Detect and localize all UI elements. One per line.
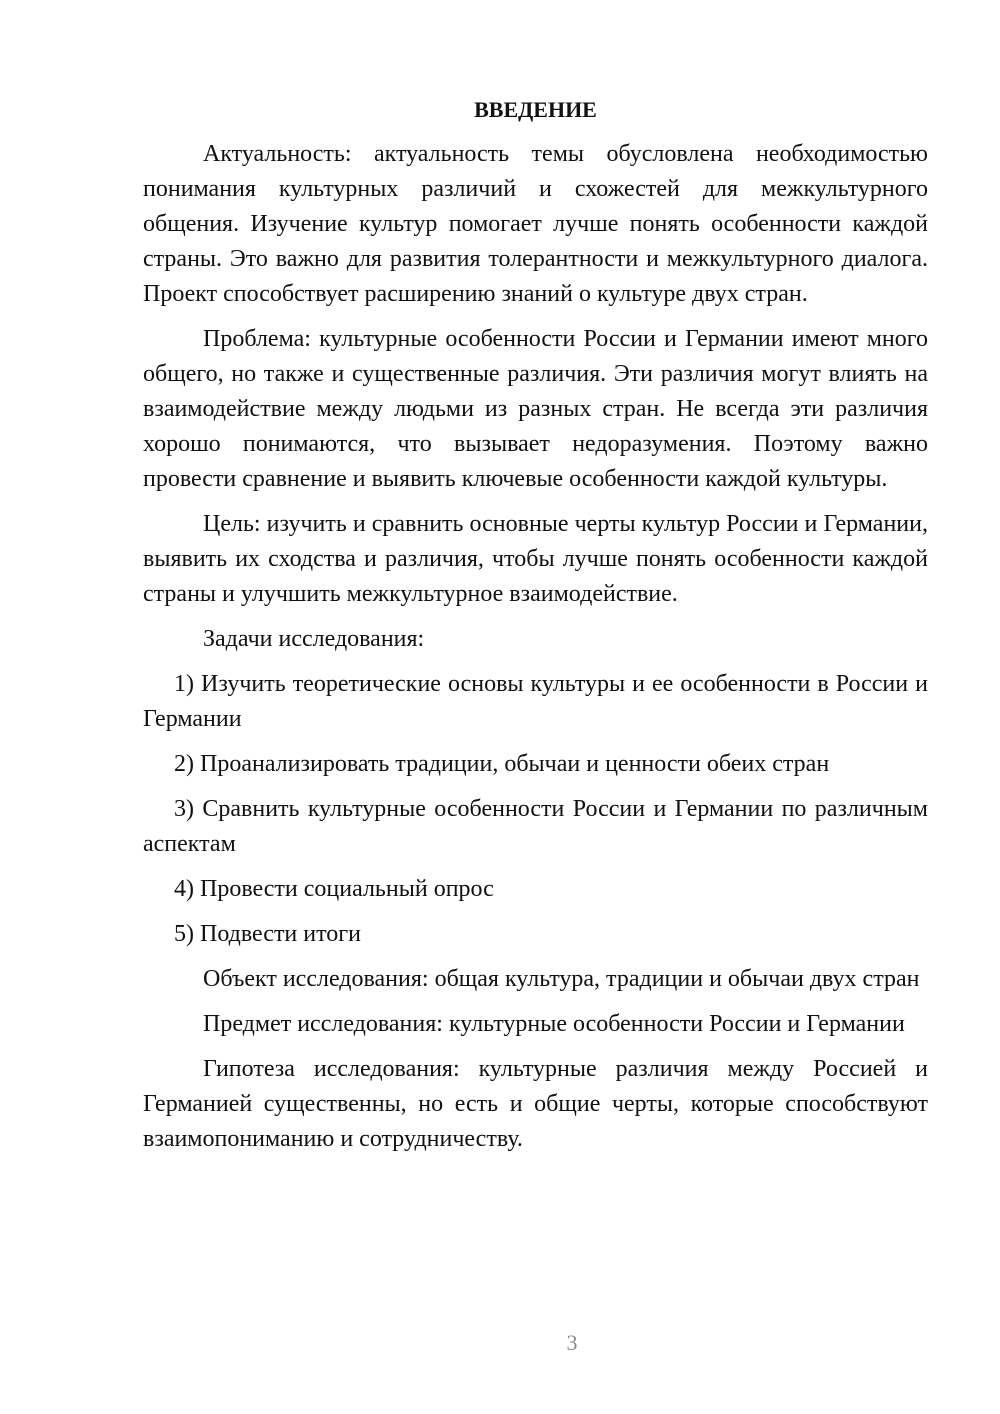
task-item: 4) Провести социальный опрос — [174, 876, 494, 902]
task-item: 1) Изучить теоретические основы культуры и ее особенности в России и Германии — [143, 671, 928, 732]
object-paragraph: Объект исследования: общая культура, традиции и обычаи двух стран — [203, 966, 920, 992]
task-item: 2) Проанализировать традиции, обычаи и ценности обеих стран — [174, 751, 830, 777]
hypothesis-paragraph: Гипотеза исследования: культурные различия между Россией и Германией существенны, но есть и общие черты, которые способствуют взаимопониманию и сотрудничеству. — [143, 1056, 928, 1152]
tasks-list — [143, 667, 928, 952]
subject-paragraph: Предмет исследования: культурные особенности России и Германии — [203, 1011, 905, 1037]
page-number: 3 — [566, 1330, 578, 1355]
relevance-paragraph: Актуальность: актуальность темы обусловлена необходимостью понимания культурных различий и схожестей для межкультурного общения. Изучение культур помогает лучше понять особенности каждой страны. Это важно для развития толерантности и межкультурного диалога. Проект способствует расширению знаний о культуре двух стран. — [143, 141, 928, 307]
problem-paragraph: Проблема: культурные особенности России и Германии имеют много общего, но также и существенные различия. Эти различия могут влиять на взаимодействие между людьми из разных стран. Не всегда эти различия хорошо понимаются, что вызывает недоразумения. Поэтому важно провести сравнение и выявить ключевые особенности каждой культуры. — [143, 326, 928, 492]
goal-paragraph: Цель: изучить и сравнить основные черты культур России и Германии, выявить их сходства и различия, чтобы лучше понять особенности каждой страны и улучшить межкультурное взаимодействие. — [143, 511, 928, 607]
page-title: ВВЕДЕНИЕ — [474, 97, 597, 122]
tasks-heading: Задачи исследования: — [203, 626, 425, 652]
task-item: 5) Подвести итоги — [174, 921, 361, 947]
task-item: 3) Сравнить культурные особенности России и Германии по различным аспектам — [143, 796, 928, 857]
document-page — [143, 92, 928, 1167]
